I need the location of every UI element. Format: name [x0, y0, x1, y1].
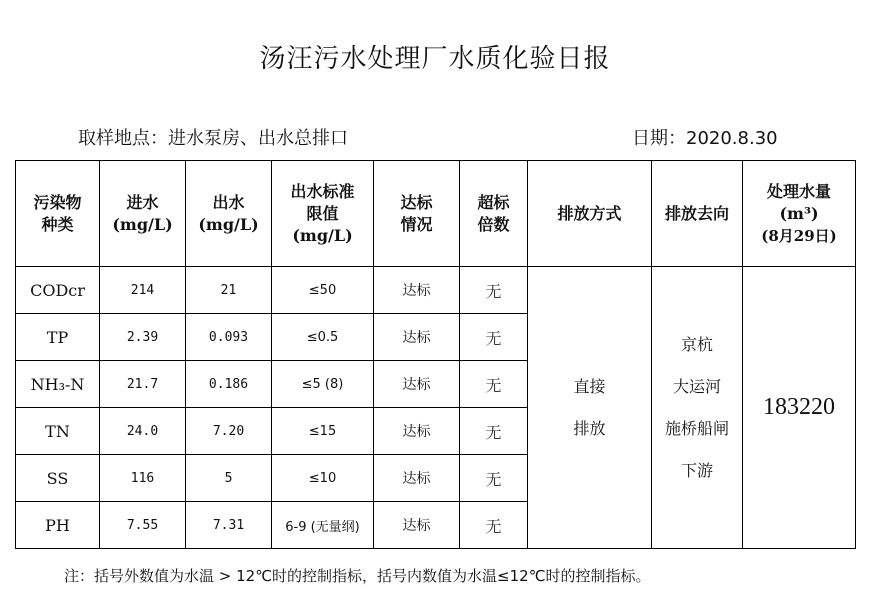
status-cell: 达标	[374, 314, 460, 361]
effluent-cell: 5	[186, 455, 272, 502]
pollutant-cell: TP	[16, 314, 100, 361]
standard-cell: ≤50	[272, 267, 374, 314]
status-cell: 达标	[374, 502, 460, 549]
standard-cell: ≤15	[272, 408, 374, 455]
status-cell: 达标	[374, 408, 460, 455]
footnote: 注：括号外数值为水温 > 12℃时的控制指标，括号内数值为水温≤12℃时的控制指标。	[64, 567, 651, 585]
exceed-cell: 无	[460, 502, 528, 549]
header-effluent: 出水 (mg/L)	[186, 161, 272, 267]
influent-cell: 21.7	[100, 361, 186, 408]
standard-cell: ≤0.5	[272, 314, 374, 361]
influent-cell: 2.39	[100, 314, 186, 361]
header-compliance: 达标 情况	[374, 161, 460, 267]
effluent-cell: 21	[186, 267, 272, 314]
pollutant-cell: NH₃-N	[16, 361, 100, 408]
pollutant-cell: CODcr	[16, 267, 100, 314]
header-standard: 出水标准 限值 (mg/L)	[272, 161, 374, 267]
influent-cell: 24.0	[100, 408, 186, 455]
influent-cell: 7.55	[100, 502, 186, 549]
treated-volume-cell: 183220	[743, 267, 856, 549]
influent-cell: 214	[100, 267, 186, 314]
header-exceed: 超标 倍数	[460, 161, 528, 267]
effluent-cell: 0.093	[186, 314, 272, 361]
standard-cell: ≤10	[272, 455, 374, 502]
effluent-cell: 7.20	[186, 408, 272, 455]
status-cell: 达标	[374, 361, 460, 408]
water-quality-table	[15, 160, 856, 549]
table-row	[16, 267, 856, 314]
discharge-destination-cell: 京杭 大运河 施桥船闸 下游	[652, 267, 743, 549]
header-discharge-method: 排放方式	[528, 161, 652, 267]
pollutant-cell: PH	[16, 502, 100, 549]
discharge-method-cell: 直接 排放	[528, 267, 652, 549]
pollutant-cell: TN	[16, 408, 100, 455]
status-cell: 达标	[374, 455, 460, 502]
sampling-location: 取样地点：进水泵房、出水总排口	[78, 128, 348, 149]
influent-cell: 116	[100, 455, 186, 502]
exceed-cell: 无	[460, 267, 528, 314]
report-date: 日期：2020.8.30	[632, 128, 778, 149]
exceed-cell: 无	[460, 314, 528, 361]
standard-cell: ≤5 (8)	[272, 361, 374, 408]
exceed-cell: 无	[460, 361, 528, 408]
status-cell: 达标	[374, 267, 460, 314]
header-discharge-destination: 排放去向	[652, 161, 743, 267]
header-pollutant: 污染物 种类	[16, 161, 100, 267]
exceed-cell: 无	[460, 408, 528, 455]
pollutant-cell: SS	[16, 455, 100, 502]
exceed-cell: 无	[460, 455, 528, 502]
header-influent: 进水 (mg/L)	[100, 161, 186, 267]
effluent-cell: 0.186	[186, 361, 272, 408]
effluent-cell: 7.31	[186, 502, 272, 549]
table-header-row	[16, 161, 856, 267]
header-volume: 处理水量 (m³) (8月29日)	[743, 161, 856, 267]
standard-cell: 6-9 (无量纲)	[272, 502, 374, 549]
report-title: 汤汪污水处理厂水质化验日报	[259, 44, 611, 74]
